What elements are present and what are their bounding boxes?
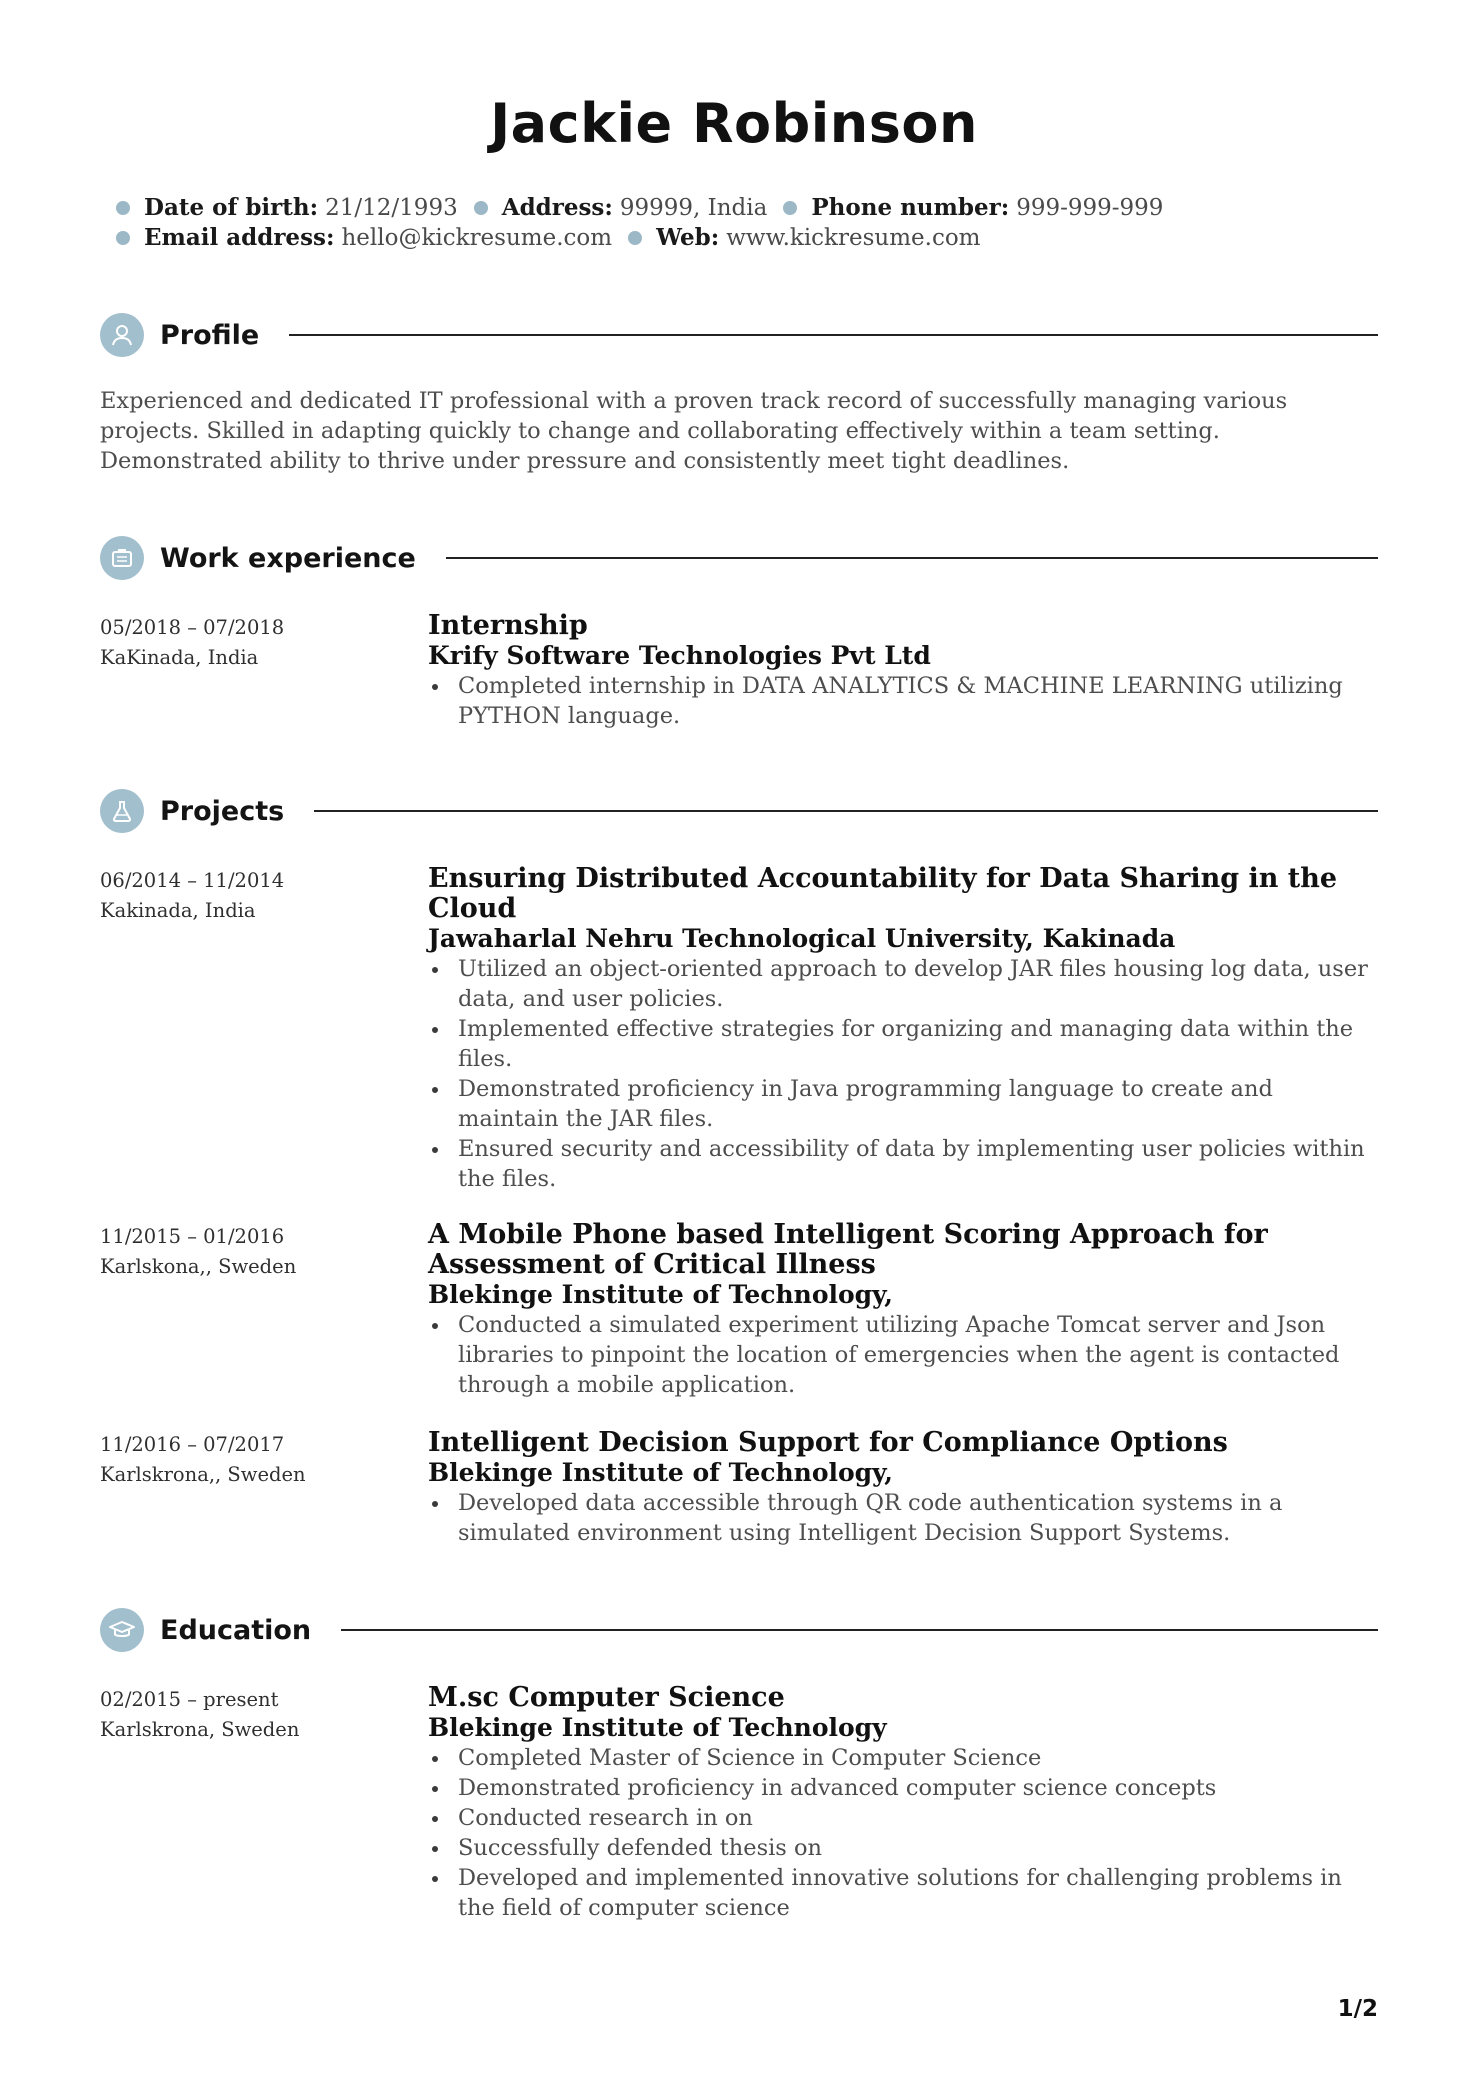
- entry-location: Karlskrona,, Sweden: [100, 1463, 306, 1486]
- entry-dates: 02/2015 – present: [100, 1688, 279, 1711]
- entry-title: M.sc Computer Science: [428, 1682, 785, 1713]
- entry-body: [428, 1683, 1380, 1923]
- entry-title: Intelligent Decision Support for Compliance Options: [428, 1427, 1228, 1458]
- entry-title: A Mobile Phone based Intelligent Scoring Approach for Assessment of Critical Illness: [428, 1219, 1268, 1280]
- contact-line-2: [116, 223, 1376, 253]
- list-item: Completed internship in DATA ANALYTICS & MACHINE LEARNING utilizing PYTHON language.: [428, 671, 1380, 731]
- list-item: Utilized an object-oriented approach to develop JAR files housing log data, user data, and user policies.: [428, 954, 1380, 1014]
- section-work-header: [100, 535, 1378, 581]
- user-icon: [100, 313, 144, 357]
- bullet-dot-icon: [783, 201, 797, 215]
- entry-dates: 11/2016 – 07/2017: [100, 1433, 285, 1456]
- contact-phone: Phone number: 999-999-999: [783, 193, 1163, 223]
- section-title: Projects: [160, 795, 285, 827]
- contact-date-of-birth: Date of birth: 21/12/1993: [116, 193, 458, 223]
- entry-title: Ensuring Distributed Accountability for Data Sharing in the Cloud: [428, 863, 1338, 924]
- entry-organization: Blekinge Institute of Technology,: [428, 1280, 894, 1309]
- entry-location: KaKinada, India: [100, 646, 259, 669]
- graduation-cap-icon: [100, 1608, 144, 1652]
- list-item: Conducted a simulated experiment utilizing Apache Tomcat server and Json libraries to pinpoint the location of emergencies when the agent is contacted through a mobile application.: [428, 1310, 1380, 1400]
- profile-summary: Experienced and dedicated IT professional with a proven track record of successfully managing various projects. Skilled in adapting quickly to change and collaborating effectively within a team setting. Demonstrated ability to thrive under pressure and consistently meet tight deadlines.: [100, 388, 1288, 474]
- bullet-dot-icon: [628, 231, 642, 245]
- list-item: Conducted research in on: [428, 1803, 1380, 1833]
- list-item: Developed and implemented innovative solutions for challenging problems in the field of computer science: [428, 1863, 1380, 1923]
- contact-email: Email address: hello@kickresume.com: [116, 223, 612, 253]
- section-profile-header: [100, 312, 1378, 358]
- entry-body: [428, 864, 1380, 1194]
- contact-info: [116, 193, 1376, 253]
- entry-bullets: [428, 1310, 1380, 1400]
- entry-location: Kakinada, India: [100, 899, 256, 922]
- bullet-dot-icon: [474, 201, 488, 215]
- list-item: Successfully defended thesis on: [428, 1833, 1380, 1863]
- entry-bullets: [428, 1488, 1380, 1548]
- entry-meta: [100, 1222, 400, 1282]
- candidate-name: Jackie Robinson: [490, 92, 978, 155]
- flask-icon: [100, 789, 144, 833]
- page-number: 1/2: [1337, 1996, 1378, 2022]
- entry-meta: [100, 1685, 400, 1745]
- entry-body: [428, 1428, 1380, 1548]
- list-item: Implemented effective strategies for organizing and managing data within the files.: [428, 1014, 1380, 1074]
- entry-dates: 11/2015 – 01/2016: [100, 1225, 285, 1248]
- briefcase-icon: [100, 536, 144, 580]
- entry-organization: Jawaharlal Nehru Technological University, Kakinada: [428, 924, 1176, 953]
- entry-meta: [100, 1430, 400, 1490]
- entry-dates: 05/2018 – 07/2018: [100, 616, 285, 639]
- bullet-dot-icon: [116, 201, 130, 215]
- entry-bullets: [428, 954, 1380, 1194]
- section-divider: [446, 557, 1378, 559]
- entry-bullets: [428, 1743, 1380, 1923]
- entry-body: [428, 611, 1380, 731]
- list-item: Developed data accessible through QR code authentication systems in a simulated environment using Intelligent Decision Support Systems.: [428, 1488, 1380, 1548]
- entry-meta: [100, 866, 400, 926]
- list-item: Ensured security and accessibility of data by implementing user policies within the files.: [428, 1134, 1380, 1194]
- list-item: Demonstrated proficiency in advanced computer science concepts: [428, 1773, 1380, 1803]
- section-divider: [314, 810, 1378, 812]
- entry-meta: [100, 613, 400, 673]
- entry-body: [428, 1220, 1380, 1400]
- entry-bullets: [428, 671, 1380, 731]
- section-projects-header: [100, 788, 1378, 834]
- section-divider: [289, 334, 1378, 336]
- entry-location: Karlskrona, Sweden: [100, 1718, 300, 1741]
- section-title: Education: [160, 1614, 312, 1646]
- section-title: Work experience: [160, 542, 416, 574]
- entry-organization: Blekinge Institute of Technology,: [428, 1458, 894, 1487]
- entry-location: Karlskona,, Sweden: [100, 1255, 297, 1278]
- list-item: Completed Master of Science in Computer Science: [428, 1743, 1380, 1773]
- section-title: Profile: [160, 319, 260, 351]
- bullet-dot-icon: [116, 231, 130, 245]
- contact-web: Web: www.kickresume.com: [628, 223, 980, 253]
- entry-dates: 06/2014 – 11/2014: [100, 869, 285, 892]
- list-item: Demonstrated proficiency in Java programming language to create and maintain the JAR files.: [428, 1074, 1380, 1134]
- section-education-header: [100, 1607, 1378, 1653]
- section-divider: [341, 1629, 1378, 1631]
- contact-address: Address: 99999, India: [474, 193, 768, 223]
- entry-organization: Blekinge Institute of Technology: [428, 1713, 887, 1742]
- entry-organization: Krify Software Technologies Pvt Ltd: [428, 641, 931, 670]
- contact-line-1: [116, 193, 1376, 223]
- entry-title: Internship: [428, 610, 588, 641]
